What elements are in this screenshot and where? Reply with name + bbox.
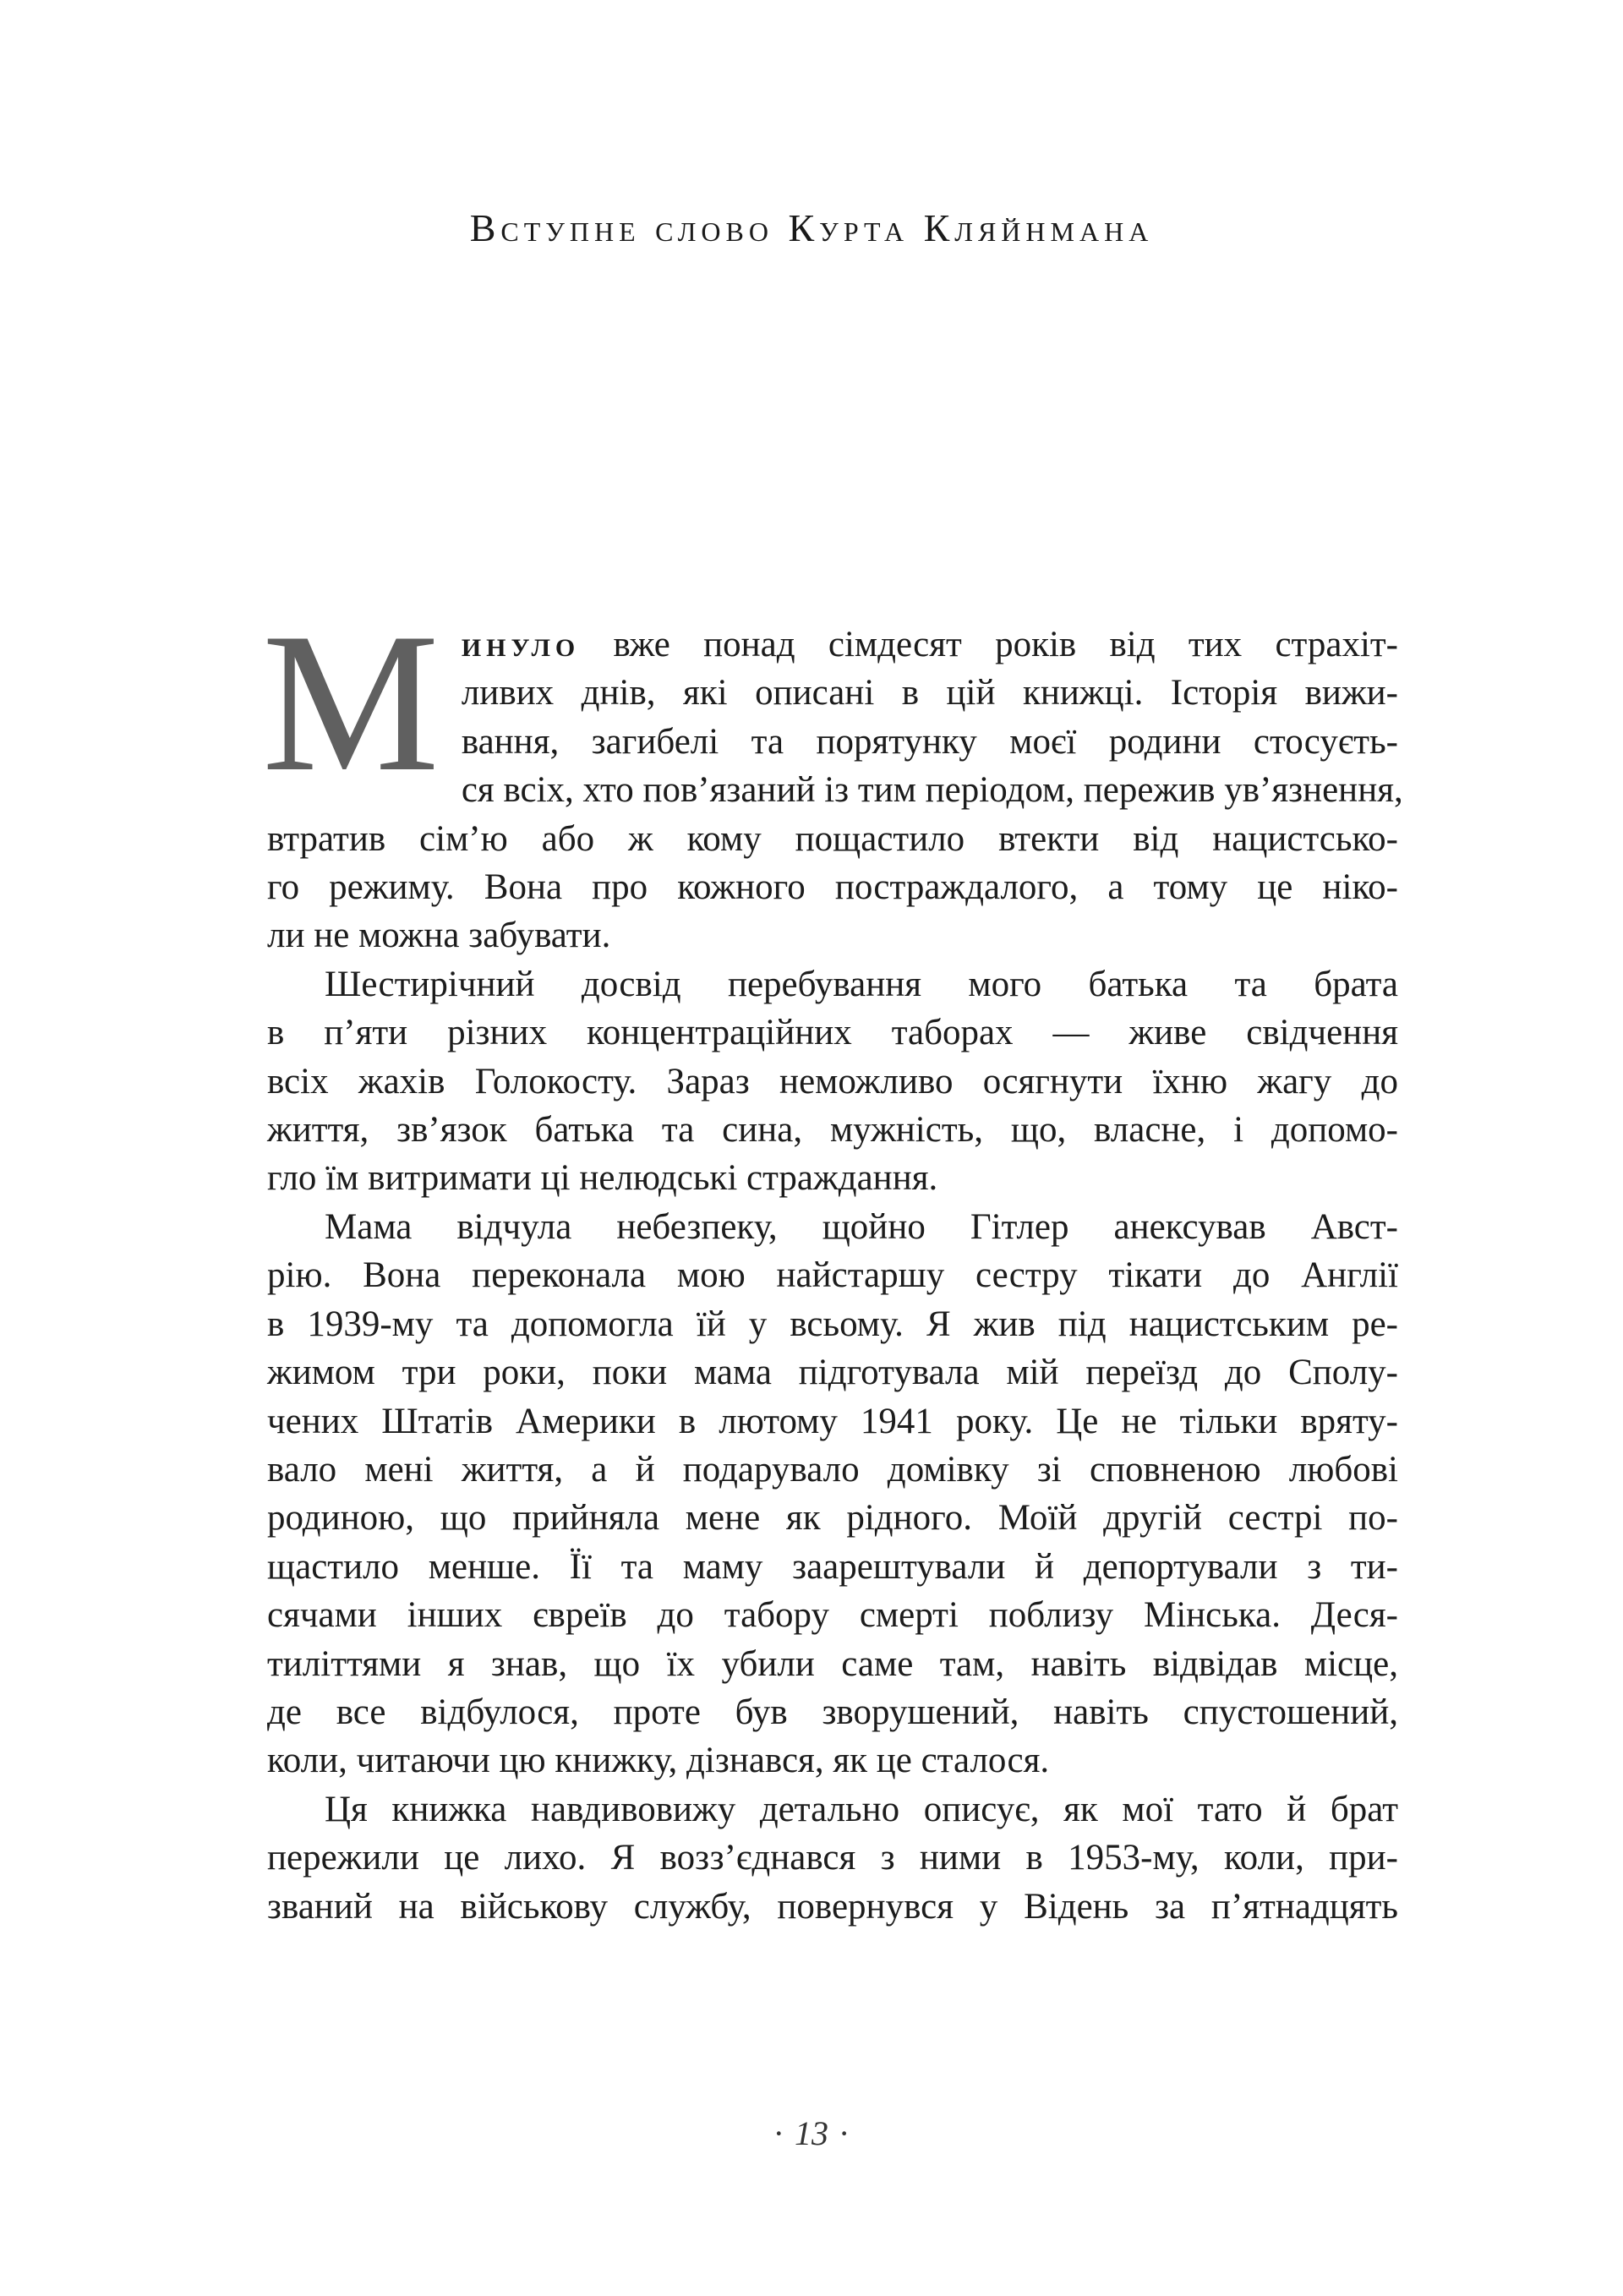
- text-line: в 1939-му та допомогла їй у всьому. Я жив під нацистським ре-: [267, 1304, 1398, 1344]
- text-line: вало мені життя, а й подарувало домівку зі сповненою любові: [267, 1449, 1398, 1490]
- page-number-dot-left: ·: [773, 2114, 784, 2152]
- body-text: [262, 593, 1403, 1931]
- text-line: родиною, що прийняла мене як рідного. Моїй другій сестрі по-: [267, 1498, 1398, 1539]
- text-line: Шестирічний досвід перебування мого батька та брата: [325, 964, 1398, 1004]
- text-line: Ця книжка навдивовижу детально описує, як мої тато й брат: [325, 1789, 1398, 1829]
- text-line: Мама відчула небезпеку, щойно Гітлер анексував Авст-: [325, 1206, 1398, 1247]
- text-line: рію. Вона переконала мою найстаршу сестру тікати до Англії: [267, 1255, 1398, 1296]
- page-number-dot-right: ·: [839, 2114, 850, 2152]
- text-line: гло їм витримати ці нелюдські страждання.: [267, 1158, 938, 1199]
- page-number: [0, 2113, 1623, 2153]
- text-line: життя, зв’язок батька та сина, мужність, що, власне, і допомо-: [267, 1110, 1398, 1151]
- text-line: де все відбулося, проте був зворушений, навіть спустошений,: [267, 1692, 1398, 1732]
- text-line: ливих днів, які описані в цій книжці. Історія вижи-: [461, 673, 1398, 713]
- text-line: ли не можна забувати.: [267, 916, 611, 956]
- lead-word: инуло: [461, 625, 581, 664]
- drop-cap: М: [262, 593, 440, 813]
- text-line: жимом три роки, поки мама підготувала мій переїзд до Сполу-: [267, 1353, 1398, 1393]
- text-line: инуло вже понад сімдесят років від тих страхіт-: [461, 625, 1398, 664]
- paragraph-1: [262, 593, 1403, 960]
- paragraph-2: [267, 960, 1398, 1203]
- text-line: вання, загибелі та порятунку моєї родини стосуєть-: [461, 721, 1398, 762]
- paragraph-4: [267, 1785, 1398, 1931]
- text-line: втратив сім’ю або ж кому пощастило втекти від нацистсько-: [267, 818, 1398, 859]
- text-line: тиліттями я знав, що їх убили саме там, навіть відвідав місце,: [267, 1643, 1398, 1684]
- text-line: го режиму. Вона про кожного постраждалого, а тому це ніко-: [267, 867, 1398, 908]
- text-line: щастило менше. Її та маму заарештували й депортували з ти-: [267, 1546, 1398, 1587]
- text-line: чених Штатів Америки в лютому 1941 року. Це не тільки вряту-: [267, 1401, 1398, 1441]
- text-line: в п’яти різних концентраційних таборах — живе свідчення: [267, 1013, 1398, 1053]
- text-line: всіх жахів Голокосту. Зараз неможливо осягнути їхню жагу до: [267, 1061, 1398, 1102]
- chapter-title: Вступне слово Курта Кляйнмана: [469, 206, 1154, 249]
- text-line: ся всіх, хто пов’язаний із тим періодом, пережив ув’язнення,: [461, 770, 1403, 811]
- text-line: званий на військову службу, повернувся у Відень за п’ятнадцять: [267, 1886, 1398, 1927]
- text-line: коли, читаючи цю книжку, дізнався, як це сталося.: [267, 1741, 1050, 1781]
- page-number-value: 13: [795, 2114, 828, 2152]
- paragraph-3: [267, 1203, 1398, 1785]
- text-line: пережили це лихо. Я возз’єднався з ними в 1953-му, коли, при-: [267, 1838, 1398, 1878]
- text-line: сячами інших євреїв до табору смерті поблизу Мінська. Деся-: [267, 1595, 1398, 1636]
